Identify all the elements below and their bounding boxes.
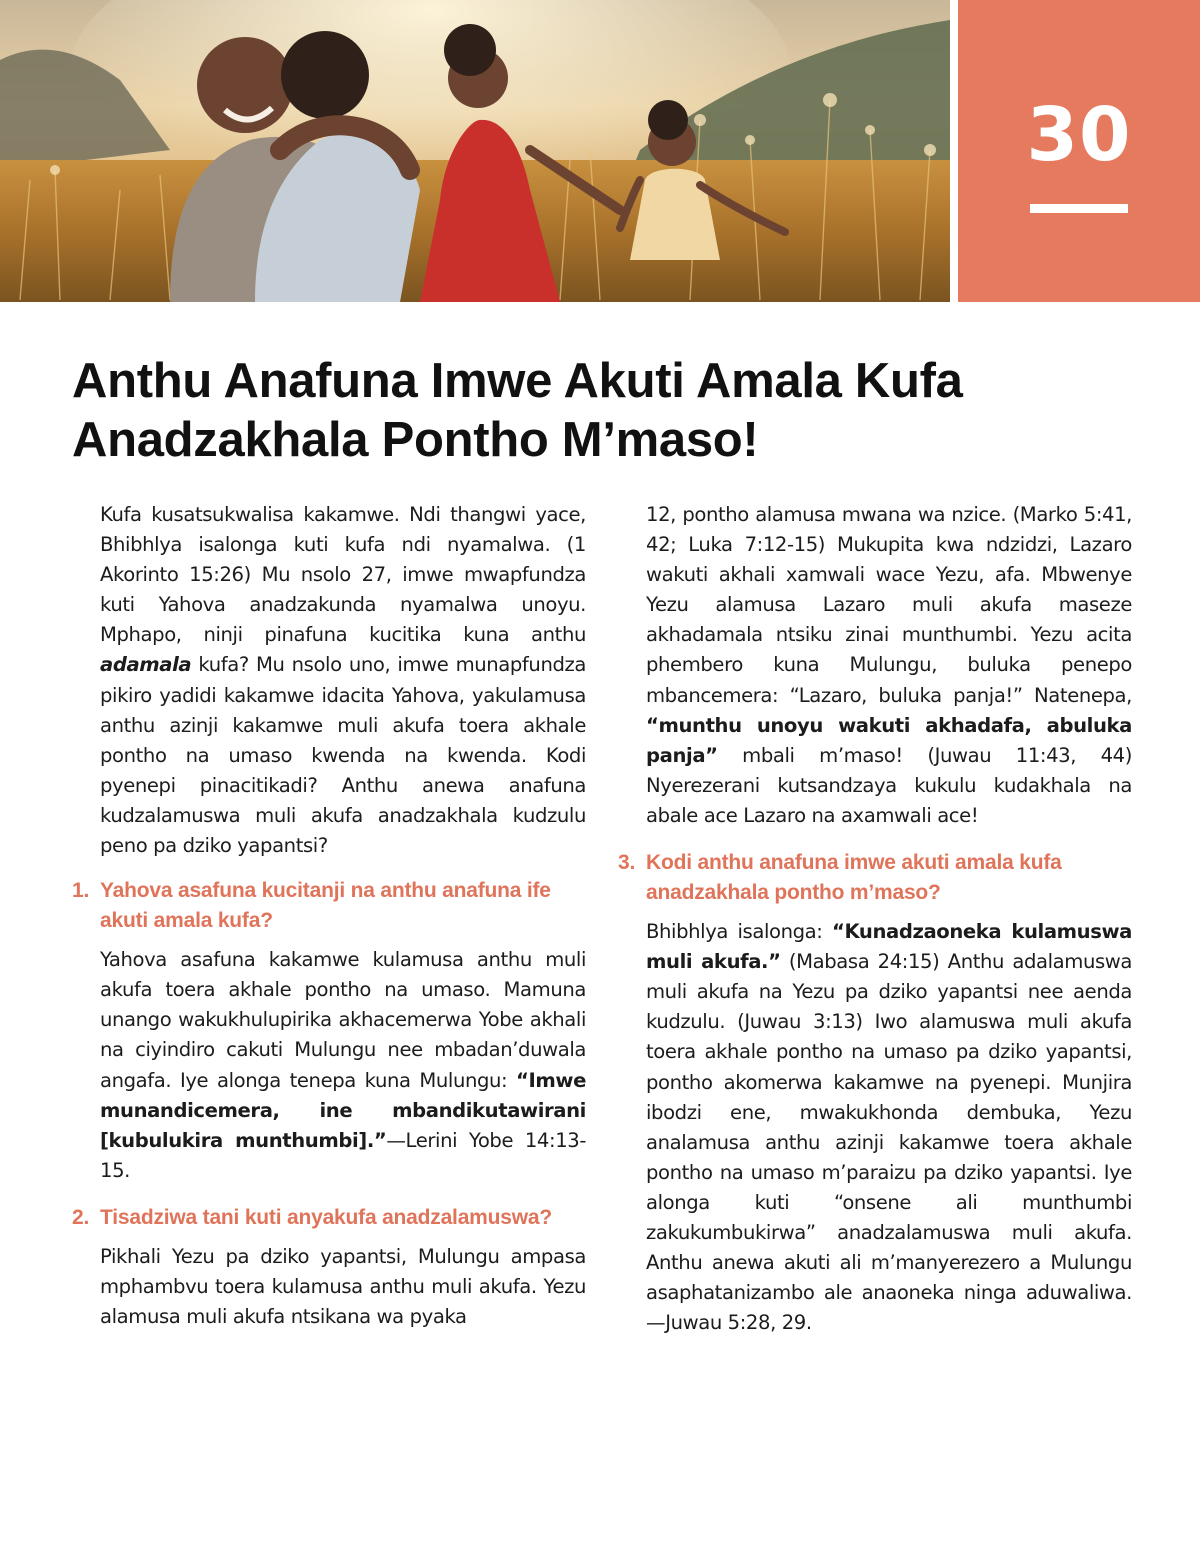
q2-text-2: mbali m’maso! (Juwau 11:43, 44) Nyerezerani kutsandzaya kukulu kudakhala na abale ace Lazaro na axamwali ace! xyxy=(646,743,1132,827)
q3-text-1: Bhibhlya isalonga: xyxy=(646,920,832,944)
question-3-number: 3. xyxy=(618,851,636,875)
q2-text-1: Pikhali Yezu pa dziko yapantsi, Mulungu ampasa mphambvu toera kulamusa anthu muli akufa. Yezu alamusa muli akufa ntsikana wa pyaka xyxy=(100,1244,586,1329)
lesson-number: 30 xyxy=(1026,92,1132,178)
q1-quote: “Imwe munandicemera, ine mbandikutawirani [kubulukira munthumbi].” xyxy=(100,1068,586,1152)
q3-text-2: (Mabasa 24:15) Anthu adalamuswa muli akufa na Yezu pa dziko yapantsi nee aenda kudzulu. (Juwau 3:13) Iwo alamuswa muli akufa toera akhale pontho na umaso pa dziko yapantsi, pontho akomerwa kakamwe na pyenepi. Munjira ibodzi ene, mwakukhonda dembuka, Yezu analamusa anthu azinji kakamwe toera akhale pontho na umaso m’paraizu pa dziko yapantsi. Iye alonga kuti “onsene ali munthumbi zakukumbukirwa” anadzalamuswa muli akufa. Anthu anewa akuti ali m’manyerezero a Mulungu asaphatanizambo ale anaoneka ninga aduwaliwa.—Juwau 5:28, 29. xyxy=(646,950,1132,1335)
family-meadow-illustration xyxy=(0,0,950,302)
q1-text-1: Yahova asafuna kakamwe kulamusa anthu muli akufa toera akhale pontho na umaso. Mamuna unango wakukhulupirika akhacemerwa Yobe akhali na ciyindiro cakuti Mulungu nee mbadan’duwala angafa. Iye alonga tenepa kuna Mulungu: xyxy=(100,948,586,1092)
question-2-number: 2. xyxy=(72,1205,90,1229)
question-3-answer xyxy=(646,917,1132,1338)
question-2-text: Tisadziwa tani kuti anyakufa anadzalamuswa? xyxy=(100,1205,552,1229)
intro-emphasis: adamala xyxy=(100,653,192,677)
intro-text-2: kufa? Mu nsolo uno, imwe munapfundza pikiro yadidi kakamwe idacita Yahova, yakulamusa anthu azinji kakamwe muli akufa toera akhale pontho na umaso kwenda na kwenda. Kodi pyenepi pinacitikadi? Anthu anewa anafuna kudzalamuswa muli akufa anadzakhala kudzulu peno pa dziko yapantsi? xyxy=(100,653,586,858)
intro-paragraph xyxy=(100,500,586,861)
q3-quote: “Kunadzaoneka kulamuswa muli akufa.” xyxy=(646,920,1132,974)
left-column xyxy=(72,500,586,1332)
q1-text-2: —Lerini Yobe 14:13-15. xyxy=(100,1128,586,1182)
question-1-heading xyxy=(72,876,586,936)
question-2-answer xyxy=(100,1242,586,1332)
question-1-number: 1. xyxy=(72,879,90,903)
page-title xyxy=(72,352,1132,470)
intro-text-1: Kufa kusatsukwalisa kakamwe. Ndi thangwi yace, Bhibhlya isalonga kuti kufa ndi nyamalwa. (1 Akorinto 15:26) Mu nsolo 27, imwe mwapfundza kuti Yahova anadzakunda nyamalwa unoyu. Mphapo, ninji pinafuna kucitika kuna anthu xyxy=(100,503,586,647)
q2-quote: “munthu unoyu wakuti akhadafa, abuluka panja” xyxy=(646,713,1132,767)
q2-text-1-continued: 12, pontho alamusa mwana wa nzice. (Marko 5:41, 42; Luka 7:12-15) Mukupita kwa ndzidzi, Lazaro wakuti akhali xamwali wace Yezu, afa. Mbwenye Yezu alamusa Lazaro muli akufa maseze akhadamala ntsiku zinai munthumbi. Yezu acita phembero kuna Mulungu, buluka penepo mbancemera: “Lazaro, buluka panja!” Natenepa, xyxy=(646,503,1132,707)
lesson-number-underline xyxy=(1030,204,1128,213)
title-line-2: Anadzakhala Pontho M’maso! xyxy=(72,413,759,467)
question-3-heading xyxy=(618,848,1132,908)
question-2-heading xyxy=(72,1203,586,1233)
question-1-answer xyxy=(100,945,586,1186)
right-column xyxy=(618,500,1132,1338)
hero-photo xyxy=(0,0,950,302)
title-line-1: Anthu Anafuna Imwe Akuti Amala Kufa xyxy=(72,354,963,408)
question-1-text: Yahova asafuna kucitanji na anthu anafuna ife akuti amala kufa? xyxy=(100,879,551,933)
lesson-number-tab xyxy=(958,0,1200,302)
question-3-text: Kodi anthu anafuna imwe akuti amala kufa anadzakhala pontho m’maso? xyxy=(646,851,1062,905)
question-2-answer-continued xyxy=(646,500,1132,831)
